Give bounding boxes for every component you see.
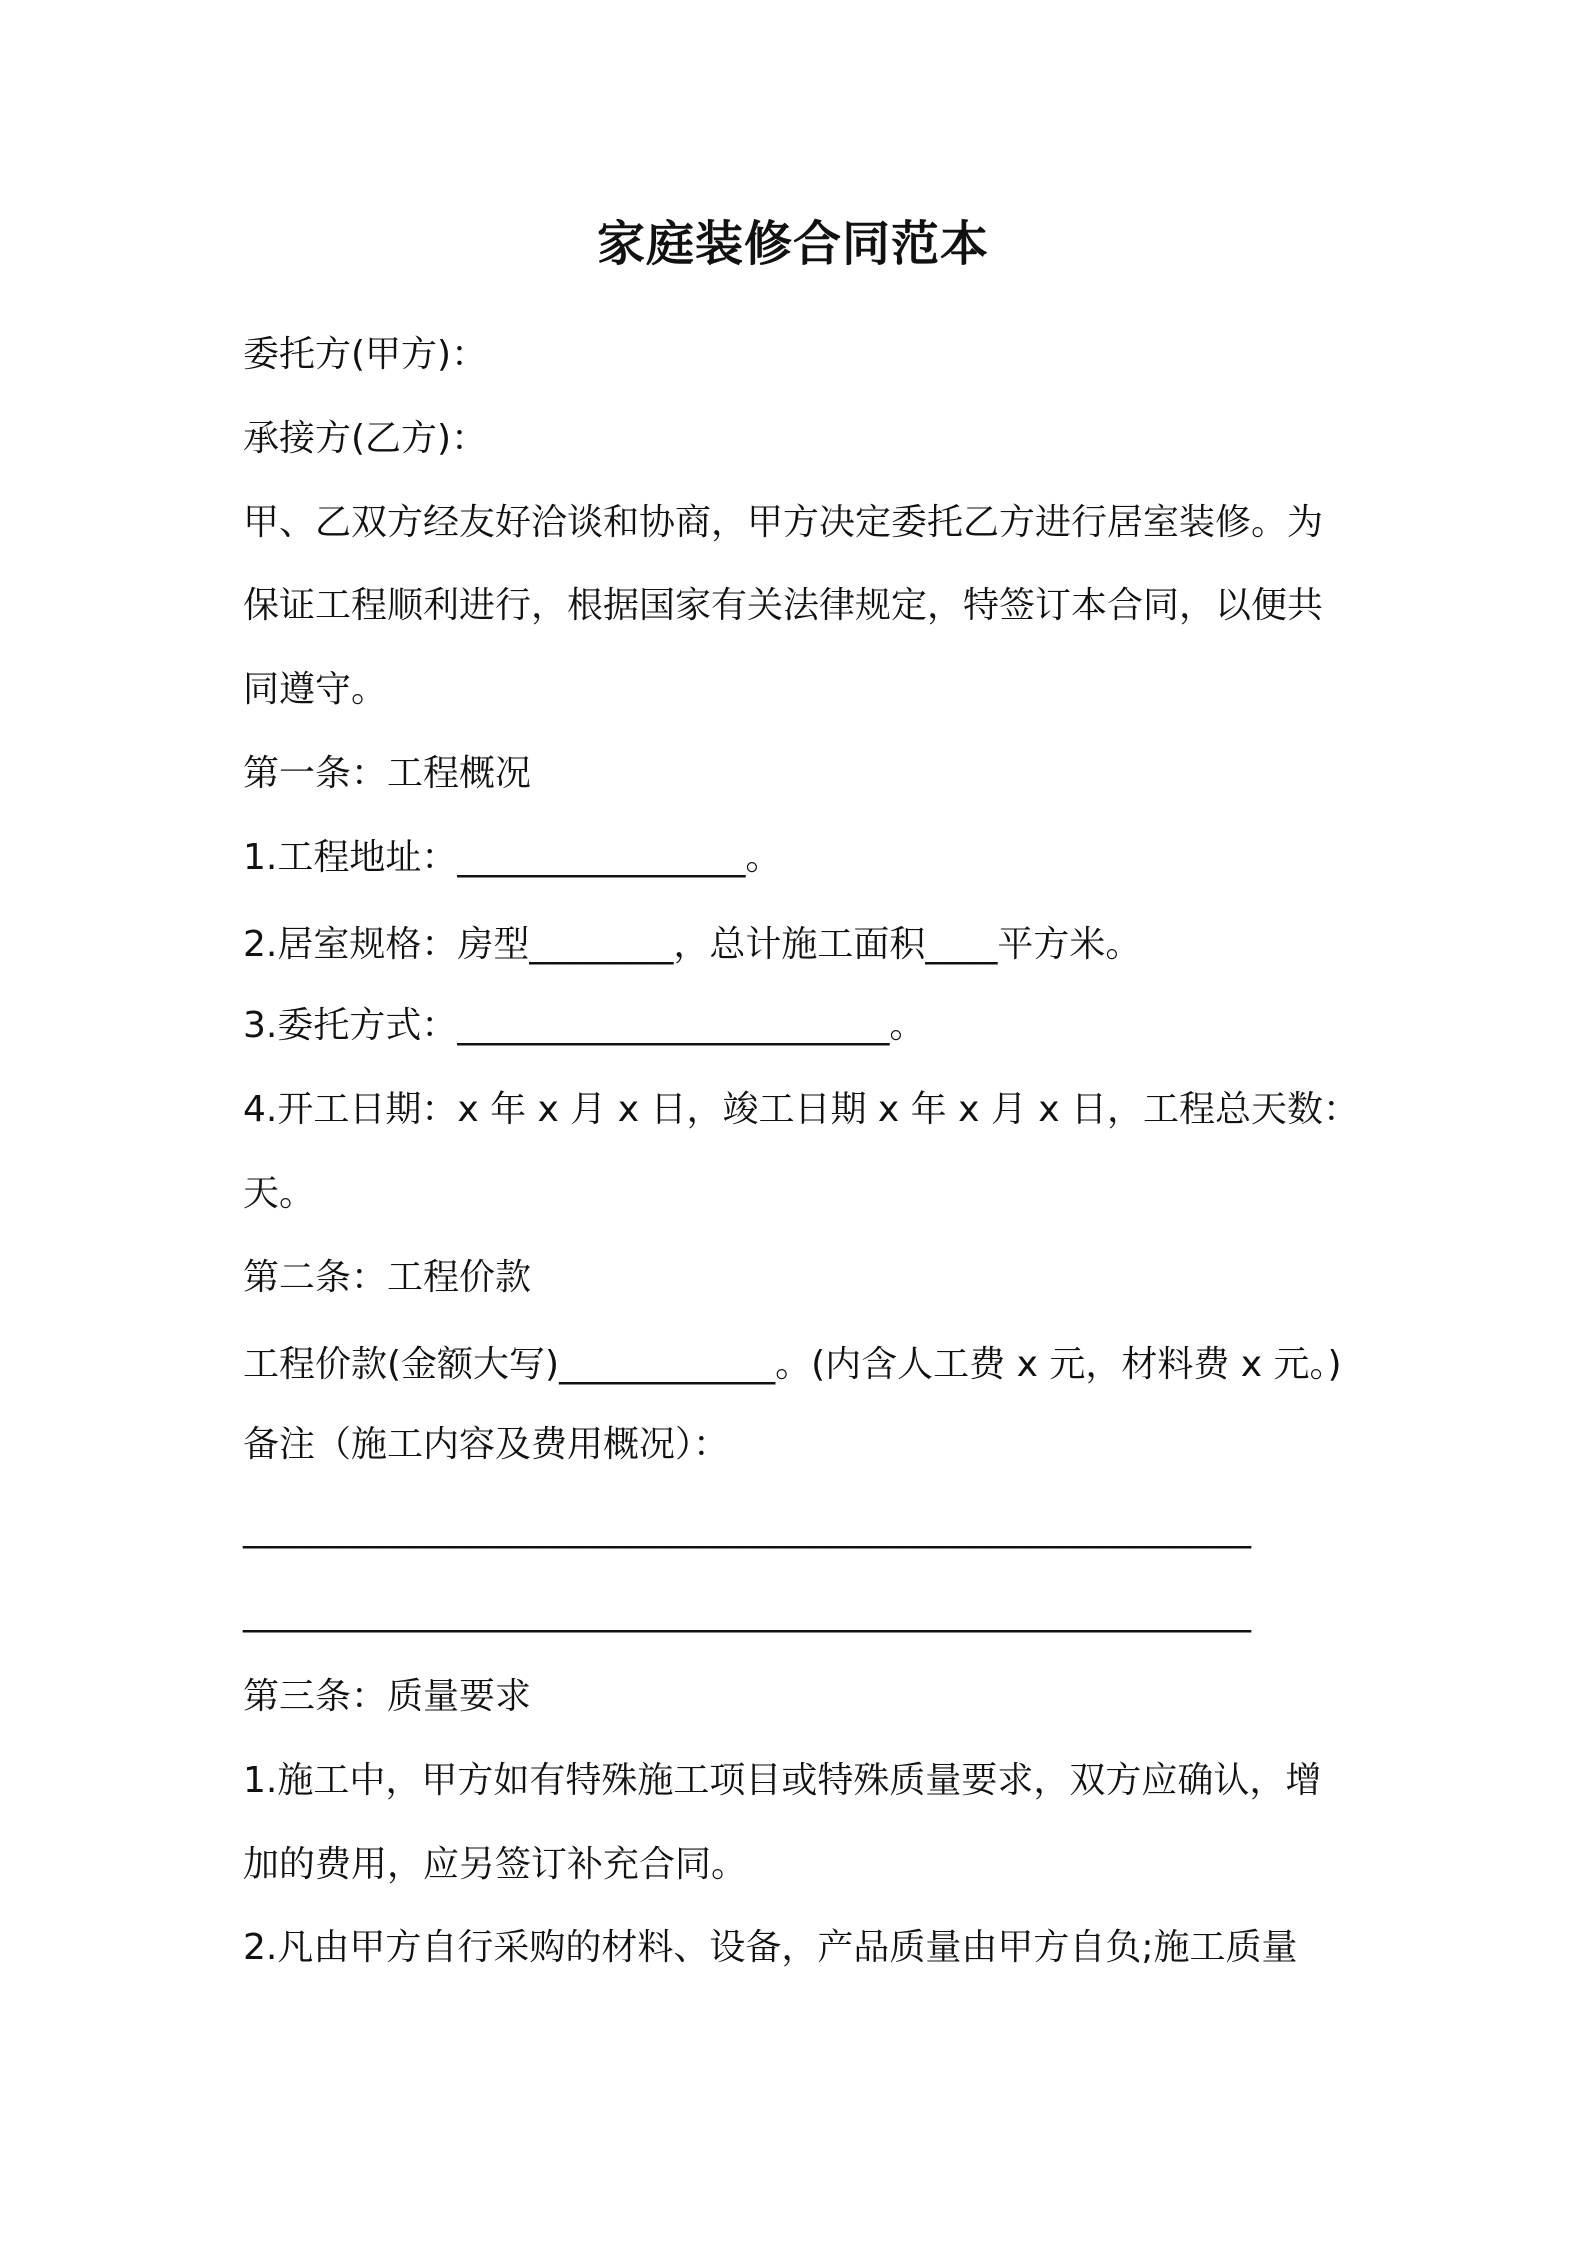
article-2-notes-label: 备注（施工内容及费用概况）： <box>243 1424 730 1465</box>
article-1-item-1: 1.工程地址：________________。 <box>243 837 782 878</box>
article-1-item-4: 4.开工日期：x 年 x 月 x 日，竣工日期 x 年 x 月 x 日，工程总天数： <box>243 1089 1360 1130</box>
preamble-line-2: 保证工程顺利进行，根据国家有关法律规定，特签订本合同，以便共 <box>243 585 1324 626</box>
article-3-item-1: 1.施工中，甲方如有特殊施工项目或特殊质量要求，双方应确认，增 <box>243 1760 1322 1801</box>
notes-blank-line-1: ________________________________________________________ <box>243 1508 1251 1549</box>
article-2-price-line: 工程价款(金额大写)____________。(内含人工费 x 元，材料费 x 元。) <box>243 1344 1342 1385</box>
preamble-line-1: 甲、乙双方经友好洽谈和协商，甲方决定委托乙方进行居室装修。为 <box>243 502 1324 543</box>
notes-blank-line-2: ________________________________________________________ <box>243 1592 1251 1633</box>
party-a-line: 委托方(甲方)： <box>243 334 488 375</box>
article-3-item-2: 2.凡由甲方自行采购的材料、设备，产品质量由甲方自负;施工质量 <box>243 1927 1298 1968</box>
party-b-line: 承接方(乙方)： <box>243 418 488 459</box>
document-title: 家庭装修合同范本 <box>596 216 989 272</box>
article-1-item-2: 2.居室规格：房型________，总计施工面积____平方米。 <box>243 924 1142 965</box>
article-1-item-4-cont: 天。 <box>243 1173 316 1214</box>
preamble-line-3: 同遵守。 <box>243 669 388 710</box>
article-3-item-1-cont: 加的费用，应另签订补充合同。 <box>243 1844 748 1885</box>
article-1-heading: 第一条：工程概况 <box>243 753 532 794</box>
article-3-heading: 第三条：质量要求 <box>243 1676 532 1717</box>
article-2-heading: 第二条：工程价款 <box>243 1257 532 1298</box>
article-1-item-3: 3.委托方式：________________________。 <box>243 1005 926 1046</box>
